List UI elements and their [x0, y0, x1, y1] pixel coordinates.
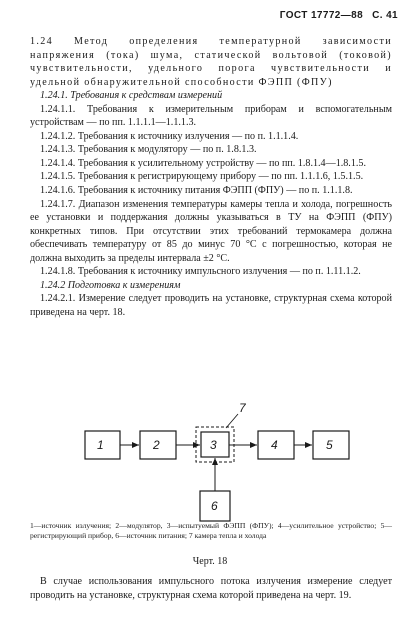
page-header [280, 10, 398, 21]
block-diagram-figure [0, 374, 420, 524]
section-body [30, 35, 392, 319]
block-2-label: 2 [153, 438, 160, 452]
subsection-title-preparation: 1.24.2 Подготовка к измерениям [40, 279, 181, 291]
section-heading: 1.24 Метод определения температурной зависимости напряжения (тока) шума, статической вольтовой (токовой) чувствительности, удельного порога чувствительности и удельной обнаружительной способности ФЭПП (ФПУ) [30, 36, 392, 88]
closing-text [30, 575, 392, 602]
paragraph-1-24-1-3: 1.24.1.3. Требования к модулятору — по п. 1.8.1.3. [40, 144, 257, 156]
paragraph-1-24-1-7: 1.24.1.7. Диапазон изменения температуры камеры тепла и холода, погрешность ее установки и поддержания должны указываться в ТУ на ФЭПП (ФПУ) конкретных типов. При отсутствии этих требований термокамера должна обеспечивать температуру от 85 до минус 70 °С с погрешностью, которая не должна выходить за пределы интервала ±2 °С. [30, 198, 392, 264]
paragraph-1-24-1 [30, 89, 392, 103]
chamber-7-label: 7 [239, 401, 246, 415]
paragraph-1-24-2-1: 1.24.2.1. Измерение следует проводить на установке, структурная схема которой приведена на черт. 18. [30, 293, 392, 318]
block-1-label: 1 [97, 438, 104, 452]
paragraph-1-24-1-8: 1.24.1.8. Требования к источнику импульсного излучения — по п. 1.11.1.2. [40, 266, 361, 278]
page-number: С. 41 [372, 10, 398, 21]
block-6-label: 6 [211, 499, 218, 513]
subsection-title-requirements: 1.24.1. Требования к средствам измерений [40, 90, 223, 102]
block-3-label: 3 [210, 438, 217, 452]
paragraph-1-24-2 [30, 279, 392, 293]
figure-title: Черт. 18 [192, 556, 228, 567]
paragraph-1-24-1-6: 1.24.1.6. Требования к источнику питания ФЭПП (ФПУ) — по п. 1.1.1.8. [40, 185, 353, 197]
block-diagram [0, 374, 420, 524]
paragraph-1-24-1-5: 1.24.1.5. Требования к регистрирующему прибору — по пп. 1.1.1.6, 1.5.1.5. [40, 171, 364, 183]
paragraph-1-24-1-1: 1.24.1.1. Требования к измерительным приборам и вспомогательным устройствам — по пп. 1.1.1.1—1.1.1.3. [30, 103, 392, 129]
block-5-label: 5 [326, 438, 333, 452]
chamber-7-leader [226, 414, 238, 428]
paragraph-1-24-1-2: 1.24.1.2. Требования к источнику излучения — по п. 1.1.1.4. [40, 130, 299, 142]
standard-number: ГОСТ 17772—88 [279, 10, 364, 21]
figure-caption: 1—источник излучения; 2—модулятор, 3—испытуемый ФЭПП (ФПУ); 4—усилительное устройство; 5—регистрирующий прибор, 6—источник питания; 7 камера тепла и холода [30, 521, 392, 540]
paragraph-1-24-1-4: 1.24.1.4. Требования к усилительному устройству — по пп. 1.8.1.4—1.8.1.5. [40, 157, 366, 169]
paragraph-impulse: В случае использования импульсного потока излучения измерение следует проводить на установке, структурная схема которой приведена на черт. 19. [30, 576, 392, 601]
block-4-label: 4 [271, 438, 278, 452]
